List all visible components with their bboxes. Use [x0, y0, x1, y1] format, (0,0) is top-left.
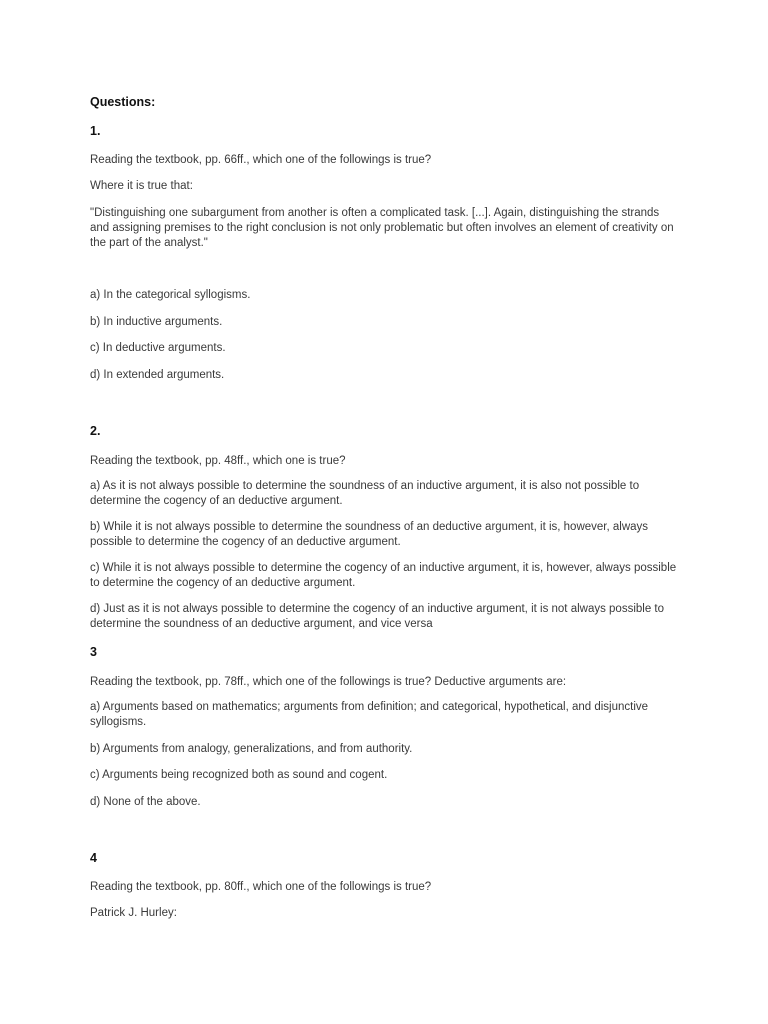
question-1-intro: Where it is true that: [90, 180, 193, 192]
page-title: Questions: [90, 95, 156, 109]
question-1-option-c: c) In deductive arguments. [90, 342, 226, 354]
question-3-option-c: c) Arguments being recognized both as sound and cogent. [90, 769, 388, 781]
question-1-option-d: d) In extended arguments. [90, 369, 225, 381]
question-4-intro: Patrick J. Hurley: [90, 907, 177, 919]
question-2-option-c: c) While it is not always possible to determine the cogency of an inductive argument, it is, however, always possible to determine the cogency of an deductive argument. [90, 562, 677, 589]
question-2-number: 2. [90, 424, 101, 438]
question-2-prompt: Reading the textbook, pp. 48ff., which one is true? [90, 455, 346, 467]
question-3-option-a: a) Arguments based on mathematics; arguments from definition; and categorical, hypothetical, and disjunctive syllogisms. [90, 701, 649, 728]
question-1-prompt: Reading the textbook, pp. 66ff., which one of the followings is true? [90, 154, 432, 166]
question-2-option-b: b) While it is not always possible to determine the soundness of an deductive argument, it is, however, always possible to determine the cogency of an deductive argument. [90, 521, 649, 548]
question-1-number: 1. [90, 124, 101, 138]
question-3-prompt: Reading the textbook, pp. 78ff., which one of the followings is true? Deductive arguments are: [90, 676, 567, 688]
question-2-option-a: a) As it is not always possible to determine the soundness of an inductive argument, it is also not possible to determine the cogency of an deductive argument. [90, 480, 640, 507]
question-4-prompt: Reading the textbook, pp. 80ff., which one of the followings is true? [90, 881, 432, 893]
question-3-option-b: b) Arguments from analogy, generalizations, and from authority. [90, 743, 413, 755]
question-4-number: 4 [90, 851, 97, 865]
question-1-option-a: a) In the categorical syllogisms. [90, 289, 251, 301]
question-3-option-d: d) None of the above. [90, 796, 201, 808]
question-3-number: 3 [90, 645, 97, 659]
question-2-option-d: d) Just as it is not always possible to determine the cogency of an inductive argument, it is not always possible to determine the soundness of an deductive argument, and vice versa [90, 603, 665, 630]
question-1-quote: "Distinguishing one subargument from another is often a complicated task. [...]. Again, distinguishing the strands and assigning premises to the right conclusion is not only problematic but often involves an element of creativity on the part of the analyst." [90, 207, 674, 249]
question-1-option-b: b) In inductive arguments. [90, 316, 223, 328]
